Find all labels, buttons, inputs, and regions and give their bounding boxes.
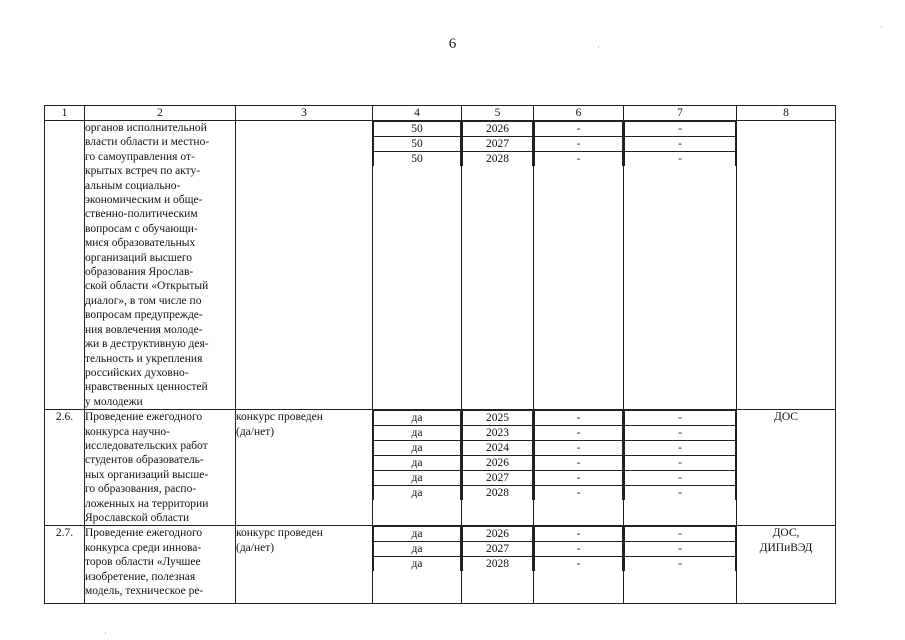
value-subrow xyxy=(374,527,461,542)
value-cell: - xyxy=(535,557,623,572)
value-subrow xyxy=(625,557,736,572)
item-indicator xyxy=(236,526,373,604)
value-cell: 2026 xyxy=(463,122,533,137)
value-cell: 2025 xyxy=(463,411,533,426)
scan-speck: · xyxy=(104,628,107,638)
value-subrow xyxy=(535,426,623,441)
org-line: ДИПиВЭД xyxy=(759,541,813,554)
description-line: органов исполнительной xyxy=(85,122,207,134)
value-subrow xyxy=(374,411,461,426)
value-subrow xyxy=(374,486,461,501)
description-line: ственно-политическим xyxy=(85,208,198,221)
value-cell: да xyxy=(374,441,461,456)
value-subtable xyxy=(624,121,736,166)
description-line: ложенных на территории xyxy=(85,497,209,510)
value-subtable xyxy=(462,121,533,166)
item-description xyxy=(85,526,236,604)
value-subrow xyxy=(463,122,533,137)
header-cell: 1 xyxy=(45,106,85,121)
header-cell: 6 xyxy=(534,106,624,121)
value-cell: 2026 xyxy=(463,527,533,542)
description-line: исследовательских работ xyxy=(85,439,208,452)
value-cell: - xyxy=(625,441,736,456)
item-indicator xyxy=(236,121,373,410)
value-cell: - xyxy=(535,542,623,557)
value-cell: 2028 xyxy=(463,557,533,572)
value-subtable xyxy=(534,526,623,571)
description-line: го самоуправления от- xyxy=(85,150,195,163)
description-line: Ярославской области xyxy=(85,511,190,524)
header-cell: 4 xyxy=(373,106,462,121)
value-subrow xyxy=(625,122,736,137)
value-cell: - xyxy=(535,456,623,471)
value-cell: да xyxy=(374,426,461,441)
value-subrow xyxy=(535,152,623,167)
value-subtable xyxy=(373,410,461,500)
value-subtable xyxy=(462,526,533,571)
description-line: ской области «Открытый xyxy=(85,280,209,293)
value-cell: 2027 xyxy=(463,471,533,486)
value-cell: 2027 xyxy=(463,137,533,152)
responsible-org xyxy=(737,121,836,410)
value-column-c6 xyxy=(534,410,624,526)
value-subrow xyxy=(374,557,461,572)
value-subrow xyxy=(463,456,533,471)
value-subtable xyxy=(624,410,736,500)
value-cell: - xyxy=(535,486,623,501)
value-column-c6 xyxy=(534,121,624,410)
description-line: диалог», в том числе по xyxy=(85,294,202,307)
responsible-org xyxy=(737,410,836,526)
value-subrow xyxy=(625,137,736,152)
value-subrow xyxy=(535,137,623,152)
description-line: ния вовлечения молоде- xyxy=(85,323,203,336)
value-subrow xyxy=(463,152,533,167)
scan-speck: · xyxy=(597,42,600,52)
value-cell: да xyxy=(374,456,461,471)
value-cell: - xyxy=(535,152,623,167)
header-cell: 5 xyxy=(462,106,534,121)
value-column-c7 xyxy=(624,410,737,526)
description-line: у молодежи xyxy=(85,395,143,408)
value-subtable xyxy=(373,121,461,166)
value-subrow xyxy=(463,411,533,426)
value-cell: - xyxy=(625,486,736,501)
value-subrow xyxy=(463,471,533,486)
responsible-org xyxy=(737,526,836,604)
item-description xyxy=(85,121,236,410)
value-column-c6 xyxy=(534,526,624,604)
description-line: тельность и укрепления xyxy=(85,352,203,365)
value-cell: - xyxy=(625,152,736,167)
org-line: ДОС, xyxy=(772,527,800,540)
value-cell: - xyxy=(625,456,736,471)
value-cell: 50 xyxy=(374,152,461,167)
value-cell: 50 xyxy=(374,122,461,137)
value-subrow xyxy=(625,152,736,167)
value-cell: 2028 xyxy=(463,152,533,167)
description-line: конкурса среди иннова- xyxy=(85,541,202,554)
value-subrow xyxy=(463,527,533,542)
description-line: ных организаций высше- xyxy=(85,468,209,481)
header-cell: 7 xyxy=(624,106,737,121)
value-cell: - xyxy=(625,122,736,137)
value-cell: - xyxy=(625,471,736,486)
description-line: вопросам с обучающи- xyxy=(85,222,198,235)
value-subrow xyxy=(535,456,623,471)
value-subrow xyxy=(463,486,533,501)
value-cell: - xyxy=(625,137,736,152)
value-subtable xyxy=(534,410,623,500)
description-line: альным социально- xyxy=(85,179,181,192)
scan-speck: · xyxy=(880,22,883,32)
value-cell: - xyxy=(625,542,736,557)
value-cell: - xyxy=(625,527,736,542)
value-subrow xyxy=(535,441,623,456)
value-subrow xyxy=(625,527,736,542)
header-cell: 2 xyxy=(85,106,236,121)
value-cell: 2028 xyxy=(463,486,533,501)
value-column-c7 xyxy=(624,526,737,604)
description-line: российских духовно- xyxy=(85,366,189,379)
description-line: Проведение ежегодного xyxy=(85,411,203,424)
value-subrow xyxy=(625,486,736,501)
indicator-line: конкурс проведен xyxy=(236,411,323,424)
value-cell: 2027 xyxy=(463,542,533,557)
value-subrow xyxy=(625,456,736,471)
description-line: экономическим и обще- xyxy=(85,194,203,207)
description-line: нравственных ценностей xyxy=(85,381,208,394)
value-subtable xyxy=(373,526,461,571)
value-cell: - xyxy=(535,122,623,137)
value-cell: - xyxy=(625,426,736,441)
item-indicator xyxy=(236,410,373,526)
description-line: конкурса научно- xyxy=(85,425,170,438)
table-row xyxy=(45,121,836,410)
value-subrow xyxy=(535,122,623,137)
value-cell: да xyxy=(374,542,461,557)
page-number: 6 xyxy=(448,36,457,52)
value-cell: - xyxy=(625,557,736,572)
value-subrow xyxy=(374,426,461,441)
value-cell: - xyxy=(625,411,736,426)
value-subrow xyxy=(535,471,623,486)
value-column-c5 xyxy=(462,121,534,410)
indicator-line: конкурс проведен xyxy=(236,527,323,540)
value-cell: 2023 xyxy=(463,426,533,441)
description-line: власти области и местно- xyxy=(85,136,210,149)
item-number: 2.6. xyxy=(45,410,85,526)
value-subrow xyxy=(625,426,736,441)
value-subrow xyxy=(535,557,623,572)
value-subrow xyxy=(535,527,623,542)
header-cell: 8 xyxy=(737,106,836,121)
header-cell: 3 xyxy=(236,106,373,121)
value-cell: - xyxy=(535,441,623,456)
value-subrow xyxy=(374,542,461,557)
header-row xyxy=(45,106,836,121)
description-line: мися образовательных xyxy=(85,237,196,250)
value-subrow xyxy=(374,441,461,456)
value-subtable xyxy=(534,121,623,166)
value-subrow xyxy=(625,542,736,557)
value-column-c5 xyxy=(462,526,534,604)
value-column-c4 xyxy=(373,121,462,410)
org-line: ДОС xyxy=(774,411,798,424)
item-number: 2.7. xyxy=(45,526,85,604)
value-subrow xyxy=(463,426,533,441)
value-cell: да xyxy=(374,471,461,486)
description-line: изобретение, полезная xyxy=(85,570,196,583)
value-cell: - xyxy=(535,471,623,486)
value-cell: 2024 xyxy=(463,441,533,456)
item-description xyxy=(85,410,236,526)
value-subrow xyxy=(535,411,623,426)
value-cell: - xyxy=(535,411,623,426)
value-subrow xyxy=(463,542,533,557)
table-row xyxy=(45,526,836,604)
description-line: торов области «Лучшее xyxy=(85,556,201,569)
description-line: вопросам предупрежде- xyxy=(85,309,203,322)
indicator-line: (да/нет) xyxy=(236,541,275,554)
value-subrow xyxy=(463,441,533,456)
value-cell: - xyxy=(535,527,623,542)
value-subtable xyxy=(624,526,736,571)
value-subrow xyxy=(625,471,736,486)
description-line: образования Ярослав- xyxy=(85,266,194,279)
value-subrow xyxy=(374,122,461,137)
value-cell: да xyxy=(374,557,461,572)
value-subrow xyxy=(374,152,461,167)
description-line: го образования, распо- xyxy=(85,483,197,496)
value-column-c4 xyxy=(373,410,462,526)
value-column-c5 xyxy=(462,410,534,526)
value-cell: 50 xyxy=(374,137,461,152)
value-cell: - xyxy=(535,137,623,152)
description-line: модель, техническое ре- xyxy=(85,585,204,597)
value-subrow xyxy=(535,486,623,501)
value-subrow xyxy=(625,441,736,456)
value-cell: да xyxy=(374,527,461,542)
description-line: жи в деструктивную дея- xyxy=(85,338,209,351)
document-table xyxy=(44,105,836,604)
value-subrow xyxy=(374,137,461,152)
item-number xyxy=(45,121,85,410)
table-row xyxy=(45,410,836,526)
value-subrow xyxy=(463,137,533,152)
value-subrow xyxy=(625,411,736,426)
value-cell: - xyxy=(535,426,623,441)
description-line: организаций высшего xyxy=(85,251,193,264)
value-subrow xyxy=(535,542,623,557)
value-cell: да xyxy=(374,411,461,426)
description-line: крытых встреч по акту- xyxy=(85,165,201,178)
value-subrow xyxy=(463,557,533,572)
value-cell: 2026 xyxy=(463,456,533,471)
value-subrow xyxy=(374,471,461,486)
value-subrow xyxy=(374,456,461,471)
value-subtable xyxy=(462,410,533,500)
value-column-c7 xyxy=(624,121,737,410)
indicator-line: (да/нет) xyxy=(236,425,275,438)
value-column-c4 xyxy=(373,526,462,604)
description-line: Проведение ежегодного xyxy=(85,527,203,540)
value-cell: да xyxy=(374,486,461,501)
description-line: студентов образователь- xyxy=(85,454,204,467)
